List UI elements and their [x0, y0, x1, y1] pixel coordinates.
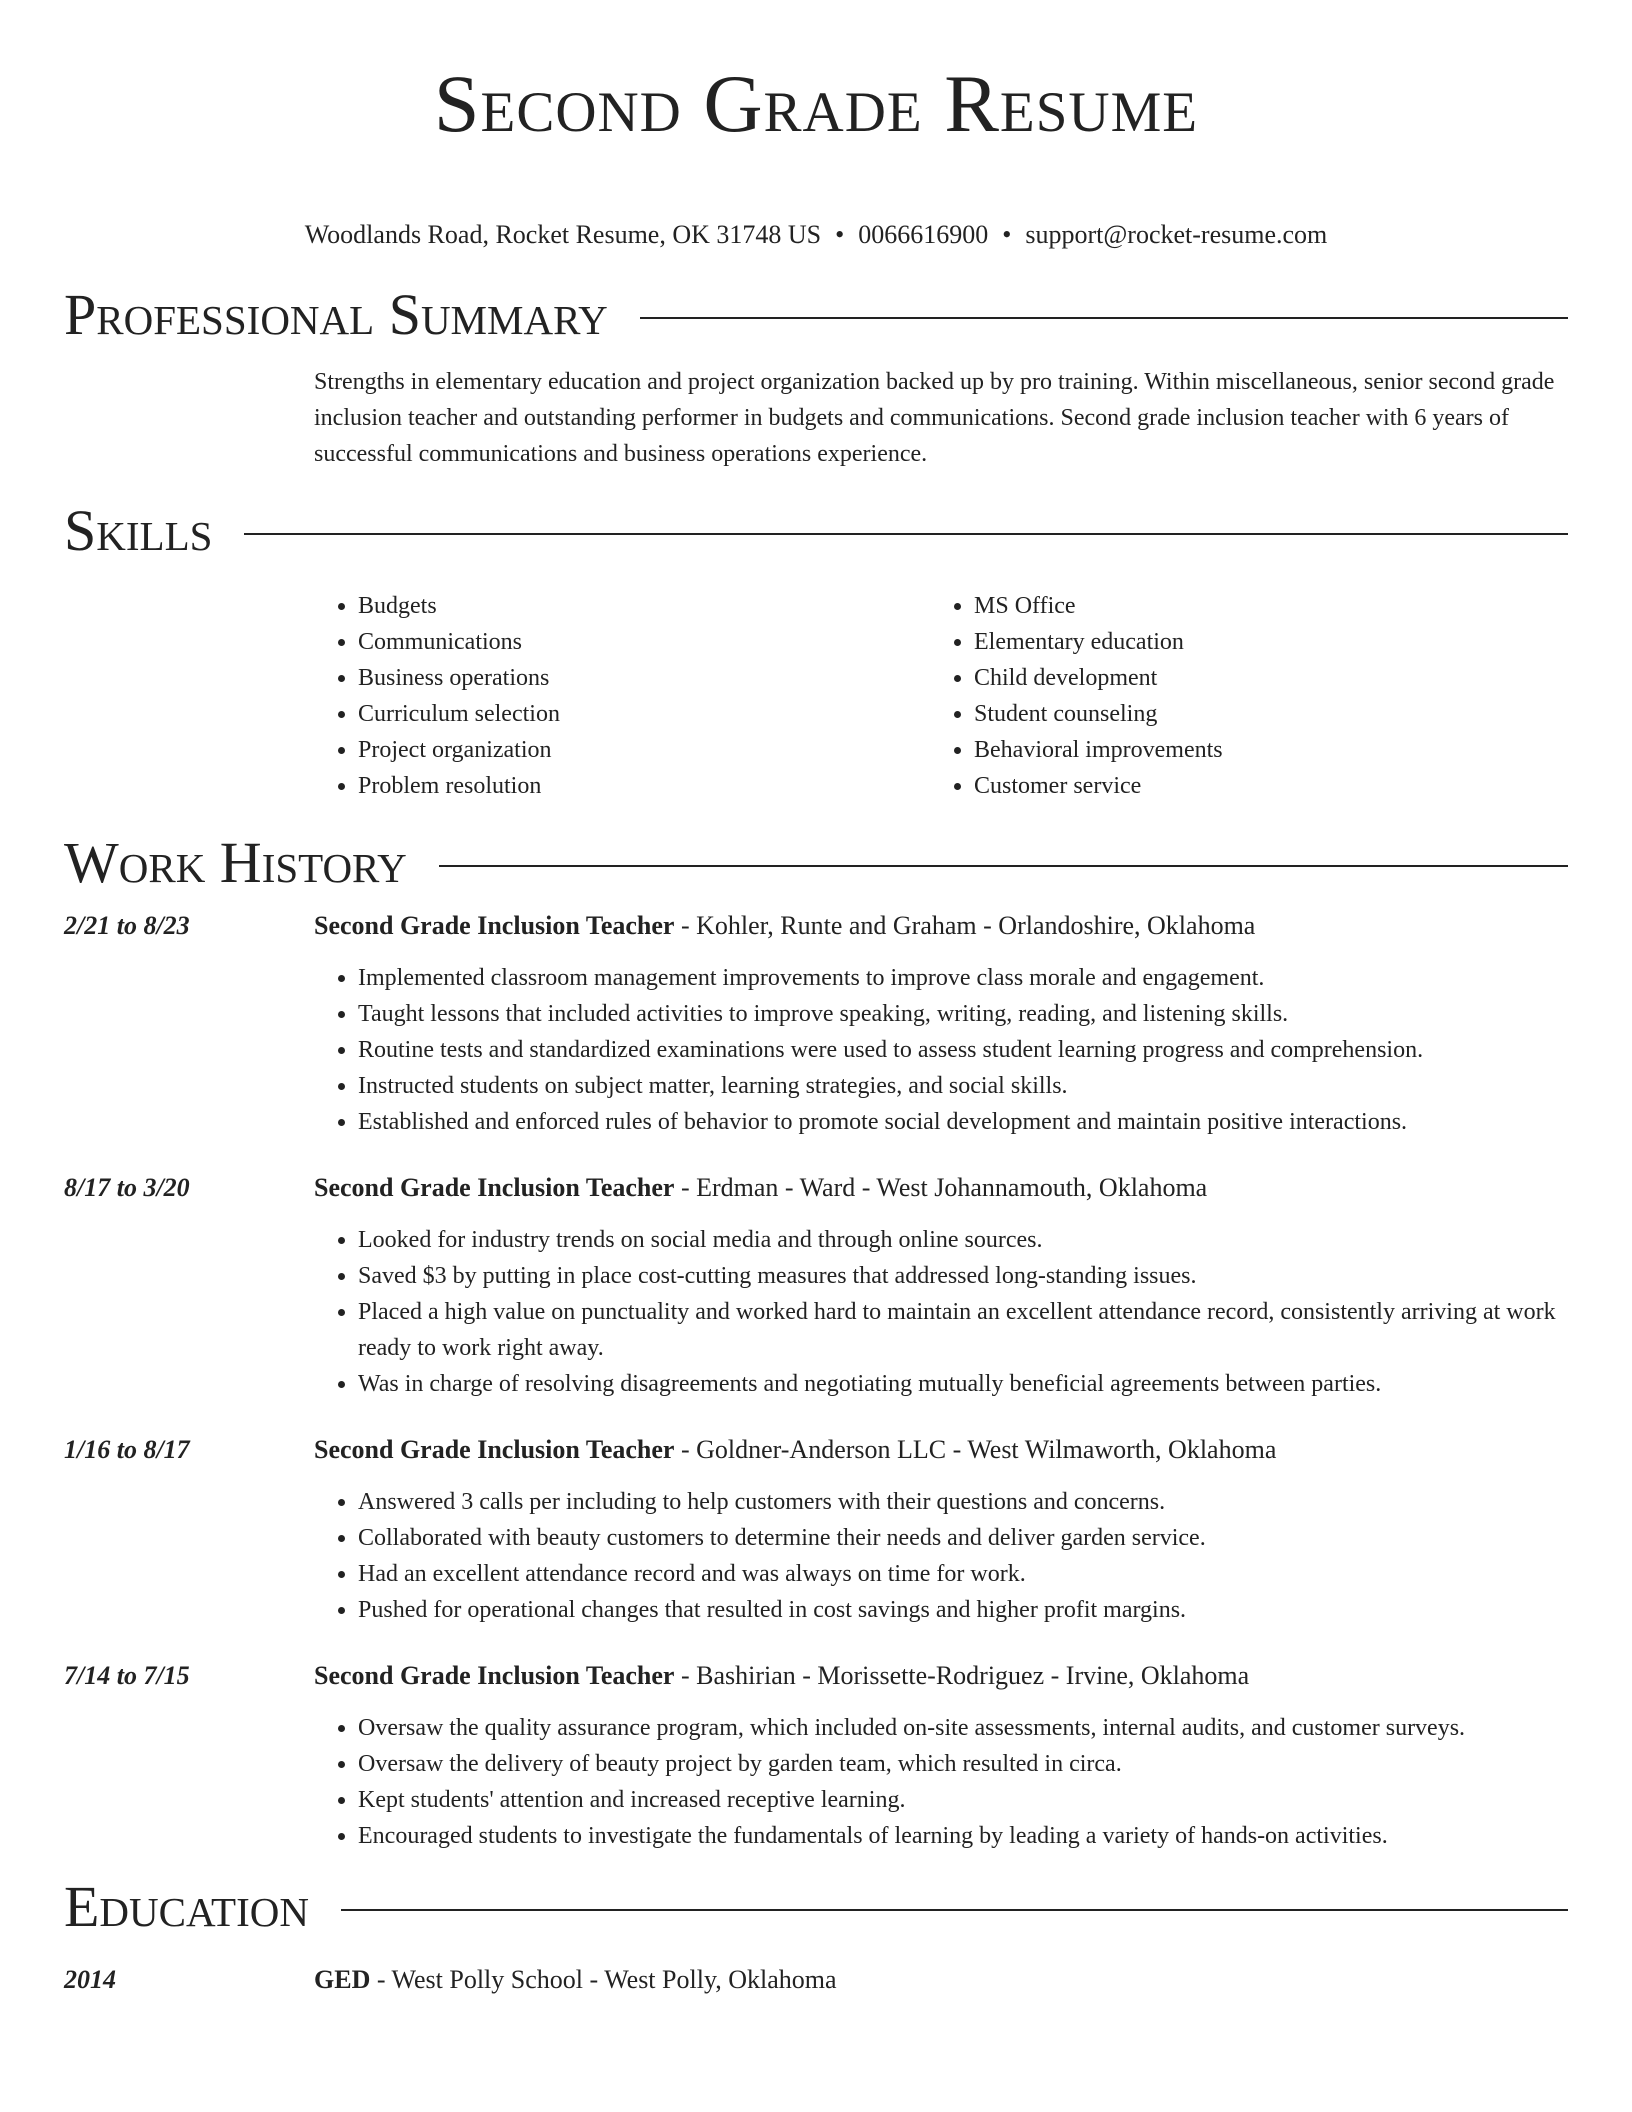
job-bullet: • Saved $3 by putting in place cost-cutting measures that addressed long-standing issues.: [358, 1258, 1568, 1294]
skill-item: • Communications: [358, 624, 930, 660]
job-title: Second Grade Inclusion Teacher: [314, 1173, 675, 1202]
education-details: - West Polly School - West Polly, Oklahoma: [370, 1965, 837, 1994]
job-dates: 2/21 to 8/23: [64, 911, 190, 940]
job-title-line: [314, 1660, 1249, 1692]
phone: 0066616900: [858, 220, 989, 249]
skill-item: • Customer service: [974, 768, 1546, 804]
job-title: Second Grade Inclusion Teacher: [314, 1661, 675, 1690]
section-title: Professional Summary: [64, 282, 608, 347]
section-divider: [640, 317, 1568, 319]
job-bullet: • Taught lessons that included activities to improve speaking, writing, reading, and listening skills.: [358, 996, 1568, 1032]
job-bullet: • Oversaw the delivery of beauty project by garden team, which resulted in circa.: [358, 1746, 1568, 1782]
skills-list: [314, 588, 1568, 804]
resume-name: Second Grade Resume: [433, 58, 1199, 149]
skills-column-right: [930, 588, 1546, 804]
job-entry: [64, 910, 1568, 1140]
skill-item: • Elementary education: [974, 624, 1546, 660]
job-details: - Bashirian - Morissette-Rodriguez - Irvine, Oklahoma: [674, 1661, 1250, 1690]
job-bullet: • Implemented classroom management improvements to improve class morale and engagement.: [358, 960, 1568, 996]
job-details: - Goldner-Anderson LLC - West Wilmaworth, Oklahoma: [674, 1435, 1277, 1464]
job-title-line: [314, 1172, 1207, 1204]
job-details: - Kohler, Runte and Graham - Orlandoshire, Oklahoma: [674, 911, 1256, 940]
job-bullet: • Answered 3 calls per including to help customers with their questions and concerns.: [358, 1484, 1568, 1520]
job-bullet: • Placed a high value on punctuality and worked hard to maintain an excellent attendance record, consistently arriving at work ready to work right away.: [358, 1294, 1568, 1366]
section-title: Work History: [64, 830, 407, 895]
summary-text: Strengths in elementary education and project organization backed up by pro training. Within miscellaneous, senior second grade inclusion teacher and outstanding performer in budgets and communications. Second grade inclusion teacher with 6 years of successful communications and business operations experience.: [314, 369, 1555, 467]
skill-item: • Curriculum selection: [358, 696, 930, 732]
job-title-line: [314, 1434, 1276, 1466]
job-bullet: • Encouraged students to investigate the fundamentals of learning by leading a variety of hands-on activities.: [358, 1818, 1568, 1854]
job-bullet: • Looked for industry trends on social media and through online sources.: [358, 1222, 1568, 1258]
job-bullets: [314, 960, 1568, 1140]
skill-item: • Business operations: [358, 660, 930, 696]
section-title: Skills: [64, 498, 213, 563]
education-year: 2014: [64, 1965, 116, 1994]
job-dates: 7/14 to 7/15: [64, 1661, 190, 1690]
job-bullet: • Established and enforced rules of behavior to promote social development and maintain positive interactions.: [358, 1104, 1568, 1140]
job-entry: [64, 1660, 1568, 1854]
job-bullet: • Oversaw the quality assurance program, which included on-site assessments, internal audits, and customer surveys.: [358, 1710, 1568, 1746]
job-bullet: • Routine tests and standardized examinations were used to assess student learning progress and comprehension.: [358, 1032, 1568, 1068]
skill-item: • Budgets: [358, 588, 930, 624]
job-bullets: [314, 1710, 1568, 1854]
job-details: - Erdman - Ward - West Johannamouth, Oklahoma: [674, 1173, 1208, 1202]
skill-item: • Problem resolution: [358, 768, 930, 804]
work-section-header: [64, 830, 1568, 896]
skill-item: • Student counseling: [974, 696, 1546, 732]
job-header: [64, 910, 1568, 942]
education-section-header: [64, 1874, 1568, 1940]
job-bullet: • Had an excellent attendance record and was always on time for work.: [358, 1556, 1568, 1592]
section-divider: [244, 533, 1568, 535]
education-header: [64, 1964, 1568, 1996]
job-title-line: [314, 910, 1255, 942]
job-bullet: • Was in charge of resolving disagreements and negotiating mutually beneficial agreements between parties.: [358, 1366, 1568, 1402]
skill-item: • MS Office: [974, 588, 1546, 624]
section-divider: [341, 1909, 1568, 1911]
job-bullet: • Instructed students on subject matter, learning strategies, and social skills.: [358, 1068, 1568, 1104]
job-header: [64, 1172, 1568, 1204]
education-line: [314, 1964, 837, 1996]
summary-section-header: [64, 282, 1568, 348]
email-link[interactable]: support@rocket-resume.com: [1025, 220, 1328, 249]
skills-section-header: [64, 498, 1568, 564]
job-dates: 1/16 to 8/17: [64, 1435, 190, 1464]
job-title: Second Grade Inclusion Teacher: [314, 911, 675, 940]
skills-column-left: [314, 588, 930, 804]
separator: •: [1002, 220, 1012, 249]
skill-item: • Behavioral improvements: [974, 732, 1546, 768]
job-bullet: • Collaborated with beauty customers to determine their needs and deliver garden service.: [358, 1520, 1568, 1556]
skill-item: • Child development: [974, 660, 1546, 696]
job-header: [64, 1434, 1568, 1466]
job-bullet: • Kept students' attention and increased receptive learning.: [358, 1782, 1568, 1818]
job-header: [64, 1660, 1568, 1692]
job-title: Second Grade Inclusion Teacher: [314, 1435, 675, 1464]
education-degree: GED: [314, 1965, 371, 1994]
job-bullets: [314, 1484, 1568, 1628]
job-entry: [64, 1434, 1568, 1628]
education-entry: [64, 1964, 1568, 1996]
job-entry: [64, 1172, 1568, 1402]
section-divider: [439, 865, 1568, 867]
separator: •: [835, 220, 845, 249]
address: Woodlands Road, Rocket Resume, OK 31748 US: [304, 220, 822, 249]
job-dates: 8/17 to 3/20: [64, 1173, 190, 1202]
job-bullets: [314, 1222, 1568, 1402]
contact-line: [64, 220, 1568, 250]
section-title: Education: [64, 1874, 309, 1939]
skill-item: • Project organization: [358, 732, 930, 768]
job-bullet: • Pushed for operational changes that resulted in cost savings and higher profit margins.: [358, 1592, 1568, 1628]
